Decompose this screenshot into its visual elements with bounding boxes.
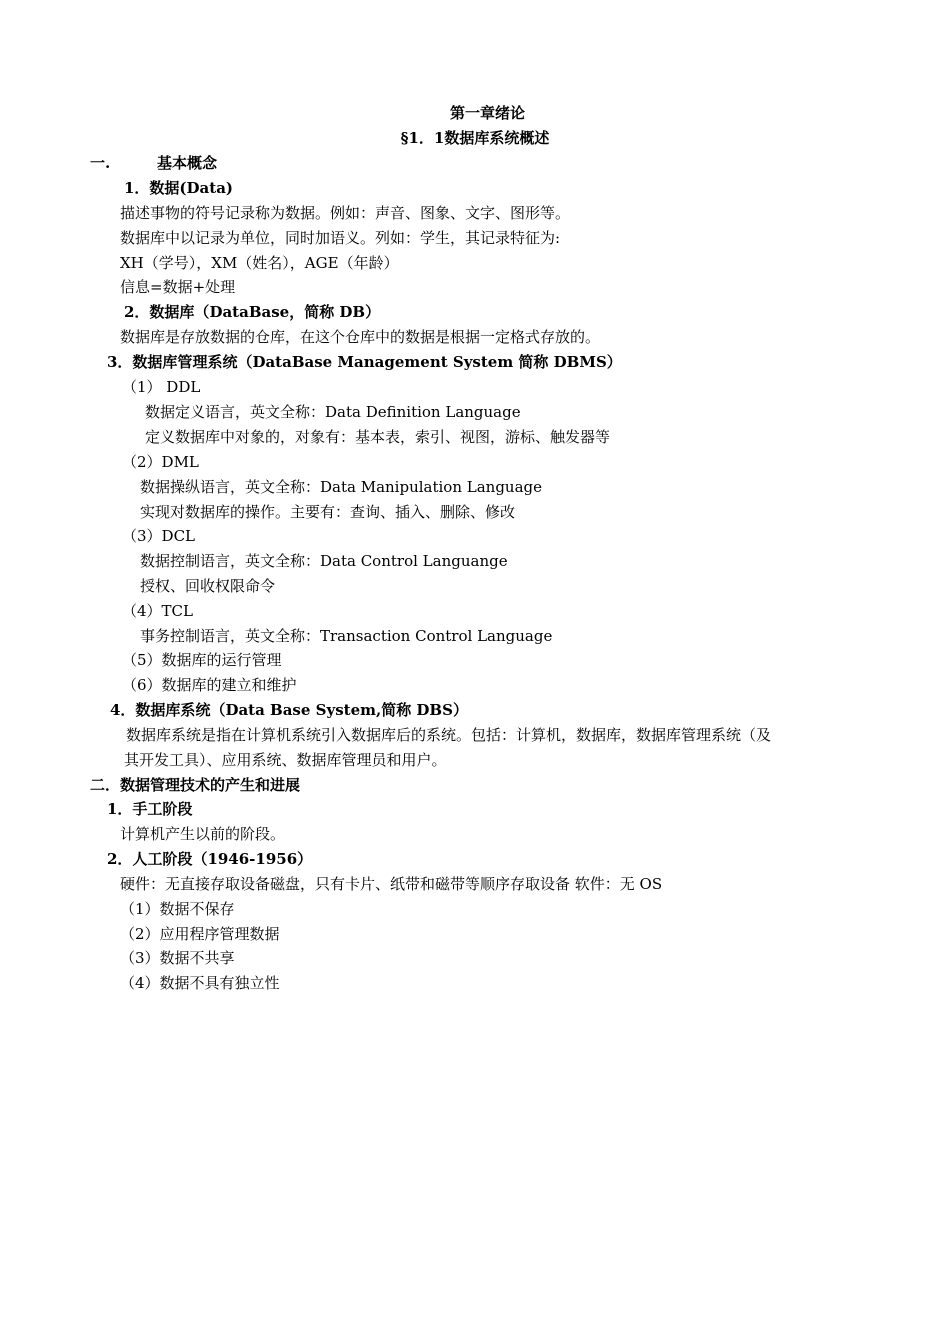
section-title: §1．1数据库系统概述 [400, 129, 550, 147]
dml-label: （2）DML [122, 453, 199, 471]
dbms-item: （6）数据库的建立和维护 [122, 676, 297, 694]
data-line: XH（学号），XM（姓名），AGE（年龄） [120, 254, 399, 272]
dml-line: 数据操纵语言，英文全称：Data Manipulation Language [140, 478, 543, 496]
ddl-label: （1） DDL [122, 378, 201, 396]
dbs-line: 其开发工具）、应用系统、数据库管理员和用户。 [124, 751, 447, 769]
database-line: 数据库是存放数据的仓库，在这个仓库中的数据是根据一定格式存放的。 [120, 328, 601, 346]
manual-heading: 1．手工阶段 [107, 800, 193, 818]
dcl-label: （3）DCL [122, 527, 196, 545]
artificial-item: （4）数据不具有独立性 [120, 974, 280, 992]
artificial-heading: 2．人工阶段（1946-1956） [107, 850, 313, 868]
dbs-heading: 4．数据库系统（Data Base System,简称 DBS） [110, 701, 468, 719]
dml-line: 实现对数据库的操作。主要有：查询、插入、删除、修改 [140, 503, 516, 521]
part1-number: 一. [90, 154, 111, 172]
artificial-line: 硬件：无直接存取设备磁盘，只有卡片、纸带和磁带等顺序存取设备 软件：无 OS [120, 875, 663, 893]
ddl-line: 数据定义语言，英文全称：Data Definition Language [145, 403, 521, 421]
dcl-line: 授权、回收权限命令 [140, 577, 276, 595]
dbms-item: （5）数据库的运行管理 [122, 651, 282, 669]
artificial-item: （1）数据不保存 [120, 900, 235, 918]
part2-heading: 二．数据管理技术的产生和进展 [90, 776, 301, 794]
dcl-line: 数据控制语言，英文全称：Data Control Languange [140, 552, 508, 570]
data-line: 信息=数据+处理 [120, 278, 236, 296]
data-heading: 1．数据(Data) [124, 179, 234, 197]
tcl-label: （4）TCL [122, 602, 193, 620]
data-line: 描述事物的符号记录称为数据。例如：声音、图象、文字、图形等。 [120, 204, 571, 222]
part1-heading: 基本概念 [157, 154, 218, 172]
tcl-line: 事务控制语言，英文全称：Transaction Control Language [140, 627, 553, 645]
data-line: 数据库中以记录为单位，同时加语义。列如：学生，其记录特征为: [120, 229, 561, 247]
artificial-item: （3）数据不共享 [120, 949, 235, 967]
chapter-title: 第一章绪论 [449, 104, 525, 122]
ddl-line: 定义数据库中对象的，对象有：基本表，索引、视图，游标、触发器等 [145, 428, 611, 446]
manual-line: 计算机产生以前的阶段。 [120, 825, 286, 843]
dbms-heading: 3．数据库管理系统（DataBase Management System 简称 DBMS） [107, 353, 622, 371]
database-heading: 2．数据库（DataBase，简称 DB） [124, 303, 381, 321]
dbs-line: 数据库系统是指在计算机系统引入数据库后的系统。包括：计算机，数据库，数据库管理系统（及 [126, 726, 772, 744]
artificial-item: （2）应用程序管理数据 [120, 925, 280, 943]
